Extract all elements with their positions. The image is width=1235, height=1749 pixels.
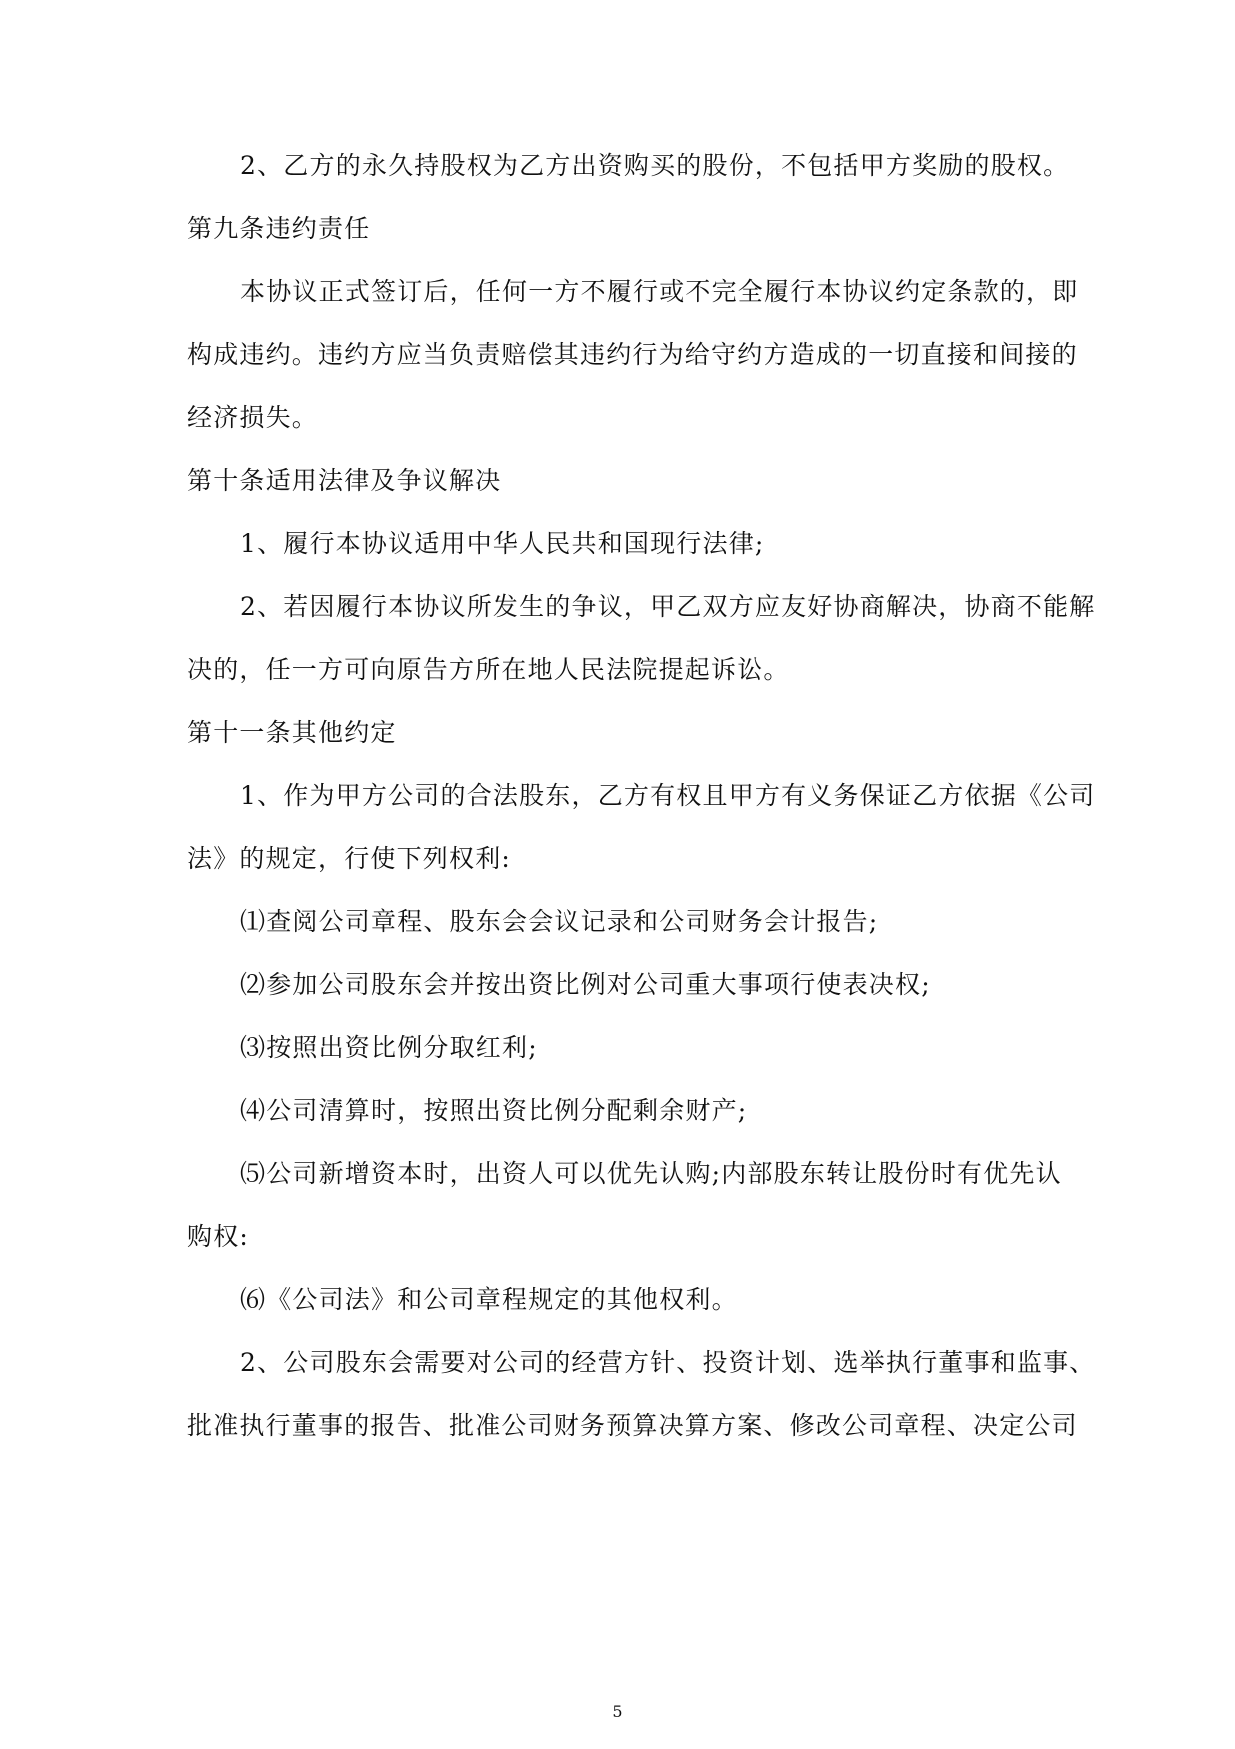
paragraph-line: 2、公司股东会需要对公司的经营方针、投资计划、选举执行董事和监事、 [240,1348,1096,1377]
section-heading: 第十一条其他约定 [187,718,397,747]
page-number: 5 [612,1702,623,1721]
paragraph-line: 本协议正式签订后，任何一方不履行或不完全履行本协议约定条款的，即 [240,277,1079,306]
paragraph-line: 1、履行本协议适用中华人民共和国现行法律; [240,529,765,558]
list-item: ⑶按照出资比例分取红利; [240,1033,538,1062]
list-item: ⑵参加公司股东会并按出资比例对公司重大事项行使表决权; [240,970,931,999]
paragraph-line: 2、若因履行本协议所发生的争议，甲乙双方应友好协商解决，协商不能解 [240,592,1096,621]
paragraph-line: 决的，任一方可向原告方所在地人民法院提起诉讼。 [187,655,790,684]
section-heading: 第十条适用法律及争议解决 [187,466,502,495]
paragraph-line: 法》的规定，行使下列权利: [187,844,512,873]
paragraph-line: 2、乙方的永久持股权为乙方出资购买的股份，不包括甲方奖励的股权。 [240,151,1070,180]
section-heading: 第九条违约责任 [187,214,371,243]
list-item: ⑷公司清算时，按照出资比例分配剩余财产; [240,1096,748,1125]
list-item: ⑹《公司法》和公司章程规定的其他权利。 [240,1285,738,1314]
paragraph-line: 批准执行董事的报告、批准公司财务预算决算方案、修改公司章程、决定公司 [187,1411,1078,1440]
list-item: ⑴查阅公司章程、股东会会议记录和公司财务会计报告; [240,907,879,936]
paragraph-line: 经济损失。 [187,403,319,432]
list-item-continuation: 购权: [187,1222,250,1251]
paragraph-line: 构成违约。违约方应当负责赔偿其违约行为给守约方造成的一切直接和间接的 [187,340,1078,369]
paragraph-line: 1、作为甲方公司的合法股东，乙方有权且甲方有义务保证乙方依据《公司 [240,781,1096,810]
list-item: ⑸公司新增资本时，出资人可以优先认购;内部股东转让股份时有优先认 [240,1159,1062,1188]
